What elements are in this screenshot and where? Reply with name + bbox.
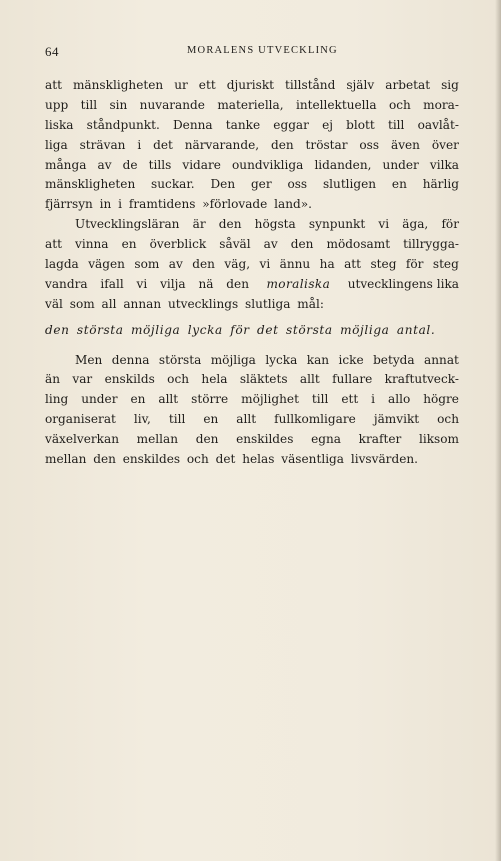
word: mora- <box>423 97 459 112</box>
word: ett <box>341 392 359 407</box>
word: vägen <box>88 257 125 272</box>
word: till <box>387 117 405 132</box>
word: suckar. <box>151 177 195 192</box>
text-line <box>45 370 459 390</box>
page-edge-shadow <box>495 0 501 861</box>
word: slutligen <box>322 177 377 192</box>
text-line <box>45 195 459 215</box>
word: oundvikliga <box>232 157 304 172</box>
word: lidanden, <box>314 157 372 172</box>
word: en <box>203 412 219 427</box>
word: upp <box>45 97 69 112</box>
word: mödosamt <box>326 237 391 252</box>
line-segment: utvecklingens lika <box>347 276 459 291</box>
text-line <box>45 410 459 430</box>
word: Men <box>75 352 103 367</box>
text-line-with-emphasis <box>45 275 459 295</box>
word: under <box>81 392 118 407</box>
word: oss <box>287 177 308 192</box>
word: vinna <box>75 237 109 252</box>
word: strävan <box>79 137 126 152</box>
line-text: fjärrsyn in i framtidens »förlovade land». <box>45 197 313 212</box>
word: högsta <box>254 217 296 232</box>
word: släktets <box>239 372 288 387</box>
text-line <box>45 215 459 235</box>
text-line <box>45 175 459 195</box>
word: vi <box>378 217 390 232</box>
word: till <box>311 392 329 407</box>
text-line <box>45 255 459 275</box>
word: intellektuella <box>295 97 377 112</box>
text-line <box>45 450 459 470</box>
word: och <box>388 97 411 112</box>
word: tröstar <box>305 137 348 152</box>
word: tanke <box>225 117 261 132</box>
word: mänskligheten <box>45 177 136 192</box>
word: mellan <box>136 432 179 447</box>
emphasis-line <box>45 321 459 341</box>
word: för <box>405 257 424 272</box>
word: och <box>167 372 190 387</box>
text-line <box>45 235 459 255</box>
text-line <box>45 136 459 156</box>
word: närvarande, <box>184 137 260 152</box>
word: tillrygga- <box>403 237 459 252</box>
word: icke <box>338 352 364 367</box>
word: ett <box>198 78 216 92</box>
word: att <box>344 257 362 272</box>
word: största <box>158 352 202 367</box>
word: i <box>137 137 142 152</box>
paragraph-1 <box>45 76 459 215</box>
word: själv <box>346 78 375 92</box>
word: högre <box>423 392 459 407</box>
text-line <box>45 156 459 176</box>
word: allt <box>158 392 179 407</box>
word: hela <box>201 372 228 387</box>
word: Utvecklingsläran <box>75 217 180 232</box>
word: härlig <box>422 177 459 192</box>
word: överblick <box>149 237 207 252</box>
word: djuriskt <box>226 78 275 92</box>
word: ståndpunkt. <box>86 117 160 132</box>
word: krafter <box>358 432 402 447</box>
word: liksom <box>418 432 459 447</box>
word: en <box>121 237 137 252</box>
word: ha <box>319 257 335 272</box>
word: steg <box>370 257 397 272</box>
word: att <box>45 237 62 252</box>
word: lagda <box>45 257 79 272</box>
word: även <box>390 137 420 152</box>
word: i <box>371 392 376 407</box>
word: möjlighet <box>241 392 299 407</box>
word: liska <box>45 117 74 132</box>
word: till <box>168 412 186 427</box>
word: såväl <box>219 237 251 252</box>
paragraph-2 <box>45 215 459 314</box>
word: kan <box>306 352 330 367</box>
text-line <box>45 116 459 136</box>
word: oavlåt- <box>417 117 459 132</box>
word: att <box>45 78 62 92</box>
word: allt <box>299 372 320 387</box>
word: materiella, <box>217 97 284 112</box>
word: allo <box>388 392 411 407</box>
word: vilka <box>429 157 459 172</box>
word: till <box>80 97 98 112</box>
word: en <box>130 392 146 407</box>
paragraph-3 <box>45 351 459 470</box>
word: den <box>195 432 219 447</box>
word: över <box>431 137 459 152</box>
word: ling <box>45 392 69 407</box>
word: betyda <box>373 352 415 367</box>
word: ur <box>174 78 188 92</box>
word: vi <box>259 257 271 272</box>
word: fullkomligare <box>274 412 356 427</box>
line-text: väl som all annan utvecklings slutliga mål: <box>45 296 324 311</box>
word: jämvikt <box>373 412 420 427</box>
word: egna <box>311 432 341 447</box>
word: den <box>192 257 215 272</box>
word: det <box>153 137 173 152</box>
word: oss <box>359 137 380 152</box>
word: denna <box>111 352 150 367</box>
text-line <box>45 390 459 410</box>
word: allt <box>236 412 257 427</box>
body-text <box>45 76 459 470</box>
page-header <box>45 44 460 62</box>
word: kraftutveck- <box>384 372 459 387</box>
word: sin <box>109 97 128 112</box>
line-segment: vandra ifall vi vilja nä den <box>45 276 249 291</box>
word: många <box>45 157 87 172</box>
word: den <box>270 137 294 152</box>
word: ännu <box>279 257 311 272</box>
word: äga, <box>402 217 429 232</box>
word: den <box>290 237 314 252</box>
word: sig <box>441 78 459 92</box>
word: den <box>218 217 242 232</box>
word: växelverkan <box>45 432 119 447</box>
word: möjliga <box>210 352 256 367</box>
word: ger <box>250 177 272 192</box>
word: större <box>191 392 229 407</box>
text-line <box>45 430 459 450</box>
word: steg <box>432 257 459 272</box>
emphasized-word: moraliska <box>266 276 331 291</box>
word: tillstånd <box>285 78 336 92</box>
emphasis-text: den största möjliga lycka för det största möjliga antal. <box>45 322 436 337</box>
word: ej <box>322 117 334 132</box>
text-line <box>45 76 459 96</box>
line-text: mellan den enskildes och det helas väsentliga livsvärden. <box>45 452 418 467</box>
word: enskilds <box>104 372 155 387</box>
word: blott <box>346 117 375 132</box>
word: för <box>441 217 459 232</box>
word: väg, <box>224 257 251 272</box>
word: mänskligheten <box>72 78 164 92</box>
word: liv, <box>133 412 151 427</box>
word: var <box>72 372 93 387</box>
word: än <box>45 372 60 387</box>
word: av <box>263 237 278 252</box>
page-number: 64 <box>45 44 59 59</box>
word: Den <box>210 177 236 192</box>
word: arbetat <box>385 78 431 92</box>
running-head: MORALENS UTVECKLING <box>187 45 338 56</box>
word: en <box>391 177 407 192</box>
word: synpunkt <box>308 217 366 232</box>
text-line <box>45 96 459 116</box>
word: av <box>97 157 112 172</box>
word: organiserat <box>45 412 116 427</box>
word: enskildes <box>236 432 294 447</box>
word: de <box>122 157 138 172</box>
word: annat <box>424 352 459 367</box>
text-line <box>45 295 459 315</box>
word: eggar <box>273 117 309 132</box>
word: under <box>382 157 419 172</box>
word: nuvarande <box>139 97 205 112</box>
word: tills <box>148 157 172 172</box>
word: och <box>437 412 459 427</box>
word: liga <box>45 137 68 152</box>
word: vidare <box>182 157 221 172</box>
word: är <box>192 217 206 232</box>
word: av <box>168 257 183 272</box>
word: lycka <box>265 352 298 367</box>
word: Denna <box>172 117 213 132</box>
word: som <box>134 257 160 272</box>
text-line <box>45 351 459 371</box>
word: fullare <box>332 372 373 387</box>
